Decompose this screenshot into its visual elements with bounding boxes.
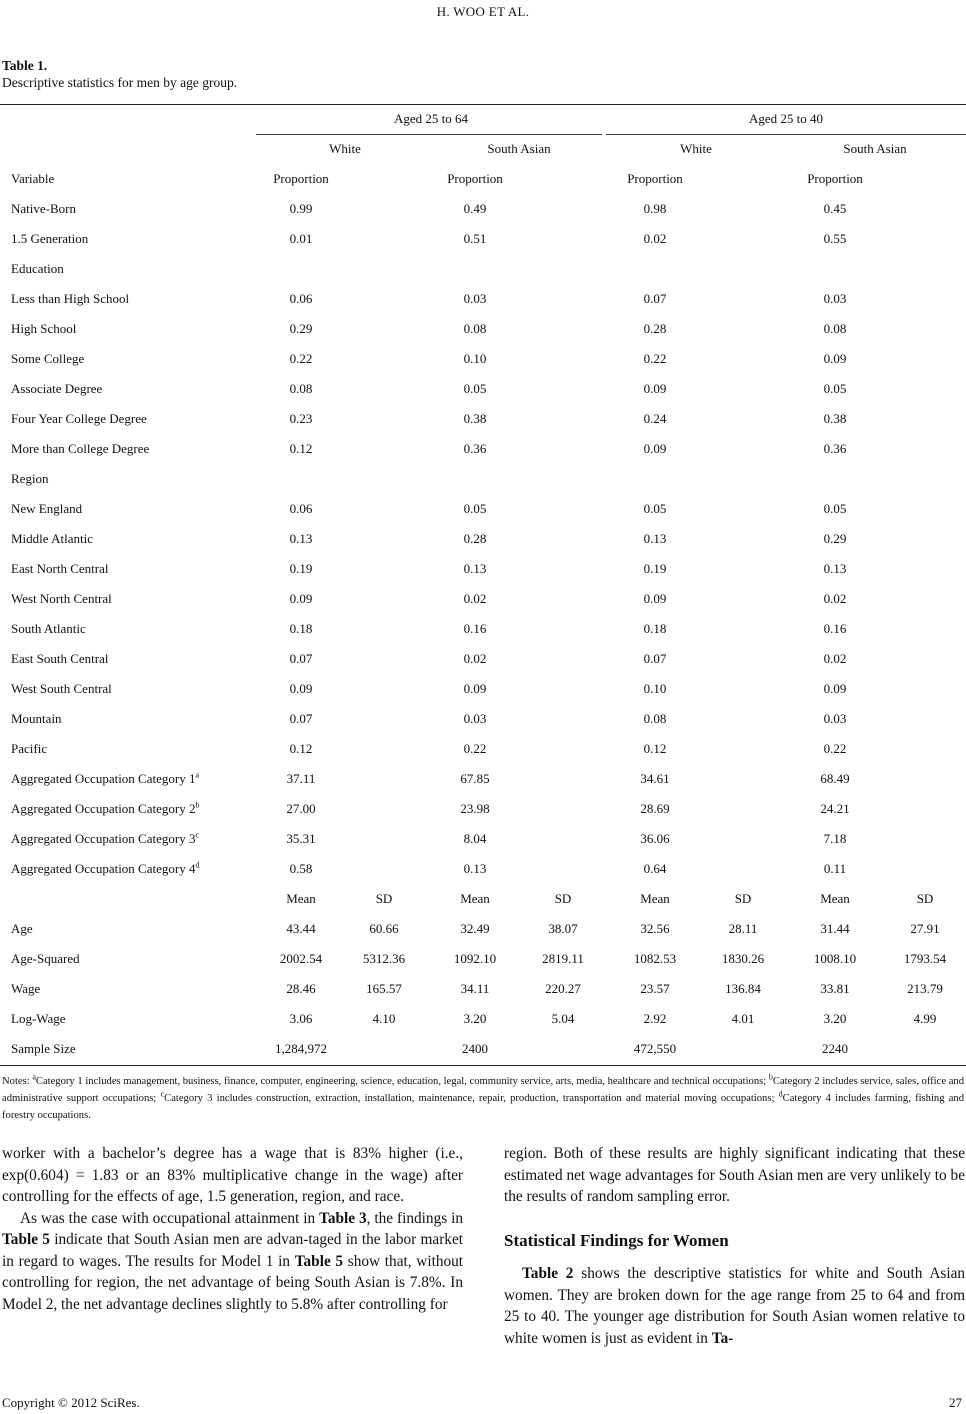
table-cell: 2.92 — [643, 1011, 667, 1026]
table-row — [0, 981, 966, 1001]
table-cell: 0.38 — [823, 411, 847, 426]
table-cell: 213.79 — [907, 981, 943, 996]
row-label — [11, 291, 129, 307]
row-label — [11, 531, 93, 547]
table-cell: 0.05 — [463, 381, 487, 396]
proportion-header: Proportion — [447, 171, 503, 186]
table-cell: 0.55 — [823, 231, 847, 246]
table-row — [0, 531, 966, 551]
table-row — [0, 771, 966, 791]
age-group-header: Aged 25 to 64 — [393, 111, 469, 126]
age-group-rule — [256, 134, 602, 135]
table-cell: 0.98 — [643, 201, 667, 216]
section-heading: Statistical Findings for Women — [504, 1230, 729, 1250]
table-cell: 0.09 — [643, 441, 667, 456]
mean-header: Mean — [640, 891, 670, 906]
note-marker: a — [32, 1072, 36, 1082]
table-cell: 0.18 — [643, 621, 667, 636]
table-cell: 165.57 — [366, 981, 402, 996]
race-group-header: White — [329, 141, 361, 156]
table-cell: 1,284,972 — [275, 1041, 327, 1056]
table-cell: 0.01 — [289, 231, 313, 246]
table-cell: 2400 — [462, 1041, 488, 1056]
table-top-rule — [0, 104, 966, 105]
table-cell: 0.03 — [463, 711, 487, 726]
sd-header: SD — [554, 891, 572, 906]
row-label-text: High School — [11, 321, 77, 336]
row-label — [11, 231, 88, 247]
paragraph: worker with a bachelor’s degree has a wage that is 83% higher (i.e., exp(0.604) = 1.83 or an 83% multiplicative change in the wage) after controlling for the effects of age, 1.5 generation, region, and race. — [2, 1145, 463, 1205]
age-group-header-row — [0, 111, 966, 131]
table-row — [0, 381, 966, 401]
table-cell: 0.13 — [463, 561, 487, 576]
row-label-text: Associate Degree — [11, 381, 103, 396]
table-cell: 0.13 — [643, 531, 667, 546]
table-cell: 5312.36 — [362, 951, 406, 966]
table-row — [0, 861, 966, 881]
table-reference: Table 5 — [294, 1252, 344, 1270]
row-label-text: East North Central — [11, 561, 109, 576]
age-group-rule — [606, 134, 966, 135]
row-label — [11, 741, 47, 757]
table-cell: 28.46 — [286, 981, 316, 996]
table-cell: 0.12 — [289, 741, 313, 756]
table-cell: 472,550 — [633, 1041, 677, 1056]
table-row — [0, 411, 966, 431]
sd-header: SD — [734, 891, 752, 906]
table-cell: 0.18 — [289, 621, 313, 636]
table-cell: 0.06 — [289, 291, 313, 306]
table-cell: 0.08 — [643, 711, 667, 726]
table-cell: 0.09 — [823, 681, 847, 696]
proportion-header: Proportion — [273, 171, 329, 186]
table-cell: 27.00 — [286, 801, 316, 816]
table-cell: 0.07 — [643, 291, 667, 306]
row-label — [11, 861, 199, 877]
text-run: show that, without controlling for region, the net advantage of being South Asian is 7.8%. In Model 2, the net advantage declines slightly to 5.8% after controlling for — [2, 1252, 464, 1313]
table-cell: 3.06 — [289, 1011, 313, 1026]
row-label-text: Education — [11, 261, 64, 276]
row-label-text: West North Central — [11, 591, 112, 606]
table-cell: 0.16 — [463, 621, 487, 636]
table-cell: 0.19 — [643, 561, 667, 576]
row-label-text: South Atlantic — [11, 621, 86, 636]
row-label-text: Aggregated Occupation Category 3 — [11, 831, 196, 846]
table-cell: 60.66 — [369, 921, 399, 936]
row-label: Age — [11, 921, 33, 936]
table-row — [0, 711, 966, 731]
table-row — [0, 741, 966, 761]
race-group-header: South Asian — [843, 141, 907, 156]
table-cell: 0.08 — [823, 321, 847, 336]
column-header-row — [0, 171, 966, 191]
table-cell: 34.61 — [640, 771, 670, 786]
table-cell: 0.64 — [643, 861, 667, 876]
row-label — [11, 831, 199, 847]
table-row — [0, 801, 966, 821]
table-row — [0, 201, 966, 221]
table-cell: 0.02 — [823, 591, 847, 606]
table-reference: Table 3 — [319, 1209, 367, 1227]
row-label: Age-Squared — [11, 951, 80, 966]
row-label: Log-Wage — [11, 1011, 66, 1026]
row-label — [11, 711, 62, 727]
table-row — [0, 951, 966, 971]
table-cell: 23.98 — [460, 801, 490, 816]
row-label-text: Native-Born — [11, 201, 76, 216]
row-label-text: Region — [11, 471, 49, 486]
note-text: Category 2 includes service, sales, office and administrative support occupations; — [2, 1076, 964, 1104]
table-cell: 0.09 — [643, 381, 667, 396]
row-label-text: Less than High School — [11, 291, 130, 306]
table-row — [0, 651, 966, 671]
table-row — [0, 441, 966, 461]
mean-header: Mean — [460, 891, 490, 906]
table-cell: 0.10 — [463, 351, 487, 366]
table-cell: 32.49 — [460, 921, 490, 936]
race-group-header: South Asian — [487, 141, 551, 156]
table-cell: 0.09 — [823, 351, 847, 366]
table-notes — [2, 1073, 964, 1124]
footnote-marker: a — [195, 770, 200, 780]
row-label-text: Some College — [11, 351, 85, 366]
table-cell: 0.29 — [823, 531, 847, 546]
note-marker: d — [778, 1089, 783, 1099]
table-cell: 0.08 — [463, 321, 487, 336]
footnote-marker: c — [195, 830, 200, 840]
table-cell: 1830.26 — [721, 951, 765, 966]
table-cell: 0.49 — [463, 201, 487, 216]
table-cell: 28.69 — [640, 801, 670, 816]
paragraph — [504, 1263, 965, 1349]
table-cell: 0.99 — [289, 201, 313, 216]
table-cell: 0.12 — [289, 441, 313, 456]
table-cell: 136.84 — [725, 981, 761, 996]
table-cell: 0.02 — [823, 651, 847, 666]
table-cell: 24.21 — [820, 801, 850, 816]
row-label — [11, 651, 109, 667]
table-row — [0, 831, 966, 851]
table-cell: 0.10 — [643, 681, 667, 696]
table-cell: 8.04 — [463, 831, 487, 846]
table-cell: 0.03 — [823, 711, 847, 726]
row-label — [11, 411, 147, 427]
text-run: , the findings in — [366, 1209, 464, 1227]
row-label-text: Pacific — [11, 741, 48, 756]
table-cell: 0.07 — [643, 651, 667, 666]
table-cell: 23.57 — [640, 981, 670, 996]
table-cell: 27.91 — [910, 921, 940, 936]
table-cell: 0.22 — [463, 741, 487, 756]
table-row — [0, 351, 966, 371]
table-cell: 0.19 — [289, 561, 313, 576]
row-label-text: Middle Atlantic — [11, 531, 93, 546]
note-text: Category 1 includes management, business, finance, computer, engineering, science, education, legal, community service, arts, media, healthcare and technical occupations; — [35, 1076, 769, 1087]
table-cell: 3.20 — [463, 1011, 487, 1026]
table-cell: 34.11 — [460, 981, 490, 996]
table-row — [0, 681, 966, 701]
table-cell: 5.04 — [551, 1011, 575, 1026]
race-group-header: White — [680, 141, 712, 156]
row-label-text: New England — [11, 501, 83, 516]
table-cell: 0.13 — [463, 861, 487, 876]
notes-prefix: Notes: — [2, 1076, 33, 1087]
row-label-text: More than College Degree — [11, 441, 150, 456]
table-cell: 0.51 — [463, 231, 487, 246]
paragraph — [2, 1208, 463, 1316]
paragraph: region. Both of these results are highly significant indicating that these estimated net wage advantages for South Asian men are very unlikely to be the results of random sampling error. — [504, 1145, 965, 1205]
table-row — [0, 321, 966, 341]
table-cell: 0.16 — [823, 621, 847, 636]
table-cell: 0.11 — [823, 861, 847, 876]
table-cell: 0.28 — [463, 531, 487, 546]
row-label — [11, 561, 108, 577]
table-cell: 33.81 — [820, 981, 850, 996]
table-cell: 4.01 — [731, 1011, 755, 1026]
table-row — [0, 591, 966, 611]
row-label-text: West South Central — [11, 681, 112, 696]
table-cell: 4.10 — [372, 1011, 396, 1026]
row-label — [11, 321, 76, 337]
table-cell: 31.44 — [820, 921, 850, 936]
mean-header: Mean — [286, 891, 316, 906]
table-cell: 36.06 — [640, 831, 670, 846]
sd-header: SD — [916, 891, 934, 906]
table-reference: Ta- — [711, 1329, 734, 1347]
table-row — [0, 1011, 966, 1031]
table-cell: 1008.10 — [813, 951, 857, 966]
table-cell: 0.12 — [643, 741, 667, 756]
running-head: H. WOO ET AL. — [436, 4, 530, 19]
table-cell: 0.38 — [463, 411, 487, 426]
variable-header: Variable — [11, 171, 55, 186]
table-cell: 1082.53 — [633, 951, 677, 966]
table-cell: 0.05 — [643, 501, 667, 516]
row-label-text: 1.5 Generation — [11, 231, 89, 246]
table-bottom-rule — [0, 1065, 966, 1066]
row-label-text: Aggregated Occupation Category 2 — [11, 801, 196, 816]
text-run: As was the case with occupational attainment in — [20, 1209, 320, 1227]
table-cell: 0.05 — [823, 381, 847, 396]
table-cell: 0.05 — [463, 501, 487, 516]
footnote-marker: d — [195, 860, 200, 870]
table-row — [0, 561, 966, 581]
race-group-header-row — [0, 141, 966, 161]
row-label — [11, 351, 84, 367]
row-label — [11, 471, 49, 487]
table-cell: 0.29 — [289, 321, 313, 336]
table-cell: 0.02 — [463, 591, 487, 606]
table-cell: 220.27 — [545, 981, 581, 996]
table-cell: 2002.54 — [279, 951, 323, 966]
table-title: Table 1. — [2, 58, 48, 73]
sd-header: SD — [375, 891, 393, 906]
row-label-text: East South Central — [11, 651, 109, 666]
table-cell: 0.08 — [289, 381, 313, 396]
row-label-text: Aggregated Occupation Category 4 — [11, 861, 196, 876]
row-label — [11, 591, 112, 607]
sample-size-row — [0, 1041, 966, 1061]
table-cell: 7.18 — [823, 831, 847, 846]
table-row — [0, 291, 966, 311]
table-cell: 0.02 — [463, 651, 487, 666]
row-label — [11, 771, 199, 787]
table-cell: 0.03 — [463, 291, 487, 306]
table-row — [0, 501, 966, 521]
table-cell: 0.58 — [289, 861, 313, 876]
table-cell: 0.36 — [463, 441, 487, 456]
table-caption: Descriptive statistics for men by age group. — [2, 75, 238, 90]
table-row — [0, 261, 966, 281]
table-cell: 0.03 — [823, 291, 847, 306]
proportion-header: Proportion — [627, 171, 683, 186]
table-cell: 1092.10 — [453, 951, 497, 966]
table-cell: 0.23 — [289, 411, 313, 426]
row-label-text: Aggregated Occupation Category 1 — [11, 771, 196, 786]
row-label — [11, 261, 64, 277]
mean-sd-header-row — [0, 891, 966, 911]
table-row — [0, 231, 966, 251]
note-text: Category 3 includes construction, extraction, installation, maintenance, repair, production, transportation and material moving occupations; — [164, 1093, 779, 1104]
mean-header: Mean — [820, 891, 850, 906]
table-cell: 32.56 — [640, 921, 670, 936]
row-label — [11, 801, 199, 817]
note-marker: c — [160, 1089, 165, 1099]
table-row — [0, 471, 966, 491]
table-cell: 0.09 — [289, 681, 313, 696]
table-cell: 2819.11 — [542, 951, 584, 966]
table-cell: 4.99 — [913, 1011, 937, 1026]
note-marker: b — [768, 1072, 773, 1082]
body-column-right — [504, 1143, 965, 1349]
table-cell: 0.22 — [643, 351, 667, 366]
age-group-header: Aged 25 to 40 — [748, 111, 824, 126]
table-row — [0, 921, 966, 941]
table-cell: 0.13 — [823, 561, 847, 576]
table-cell: 0.09 — [463, 681, 487, 696]
table-cell: 1793.54 — [903, 951, 947, 966]
table-cell: 0.36 — [823, 441, 847, 456]
row-label — [11, 621, 86, 637]
table-cell: 43.44 — [286, 921, 316, 936]
table-cell: 0.22 — [289, 351, 313, 366]
footnote-marker: b — [195, 800, 200, 810]
note-text: Category 4 includes farming, fishing and forestry occupations. — [2, 1093, 965, 1121]
table-cell: 68.49 — [820, 771, 850, 786]
table-cell: 0.07 — [289, 651, 313, 666]
table-cell: 0.07 — [289, 711, 313, 726]
table-cell: 0.45 — [823, 201, 847, 216]
table-cell: 0.28 — [643, 321, 667, 336]
table-cell: 35.31 — [286, 831, 316, 846]
table-cell: 0.13 — [289, 531, 313, 546]
table-cell: 0.05 — [823, 501, 847, 516]
table-cell: 0.02 — [643, 231, 667, 246]
table-reference: Table 2 — [522, 1265, 574, 1282]
row-label: Sample Size — [11, 1041, 76, 1056]
table-cell: 38.07 — [548, 921, 578, 936]
proportion-header: Proportion — [807, 171, 863, 186]
table-cell: 0.22 — [823, 741, 847, 756]
row-label — [11, 501, 82, 517]
table-cell: 0.24 — [643, 411, 667, 426]
row-label: Wage — [11, 981, 41, 996]
table-cell: 37.11 — [286, 771, 316, 786]
table-cell: 2240 — [822, 1041, 848, 1056]
row-label — [11, 441, 149, 457]
row-label — [11, 681, 112, 697]
text-run: indicate that South Asian men are advan-taged in the labor market in regard to wages. The results for Model 1 in — [2, 1231, 463, 1270]
table-row — [0, 621, 966, 641]
table-reference: Table 5 — [2, 1231, 50, 1248]
table-cell: 0.06 — [289, 501, 313, 516]
copyright: Copyright © 2012 SciRes. — [2, 1395, 140, 1410]
row-label — [11, 381, 102, 397]
table-cell: 0.09 — [289, 591, 313, 606]
table-cell: 3.20 — [823, 1011, 847, 1026]
row-label-text: Mountain — [11, 711, 62, 726]
table-cell: 67.85 — [460, 771, 490, 786]
table-cell: 28.11 — [728, 921, 758, 936]
table-cell: 0.09 — [643, 591, 667, 606]
row-label — [11, 201, 76, 217]
row-label-text: Four Year College Degree — [11, 411, 147, 426]
body-column-left — [2, 1143, 463, 1315]
page-number: 27 — [949, 1395, 962, 1410]
text-run: shows the descriptive statistics for white and South Asian women. They are broken down for the age range from 25 to 64 and from 25 to 40. The younger age distribution for South Asian women relative to white women is just as evident in — [504, 1265, 966, 1347]
